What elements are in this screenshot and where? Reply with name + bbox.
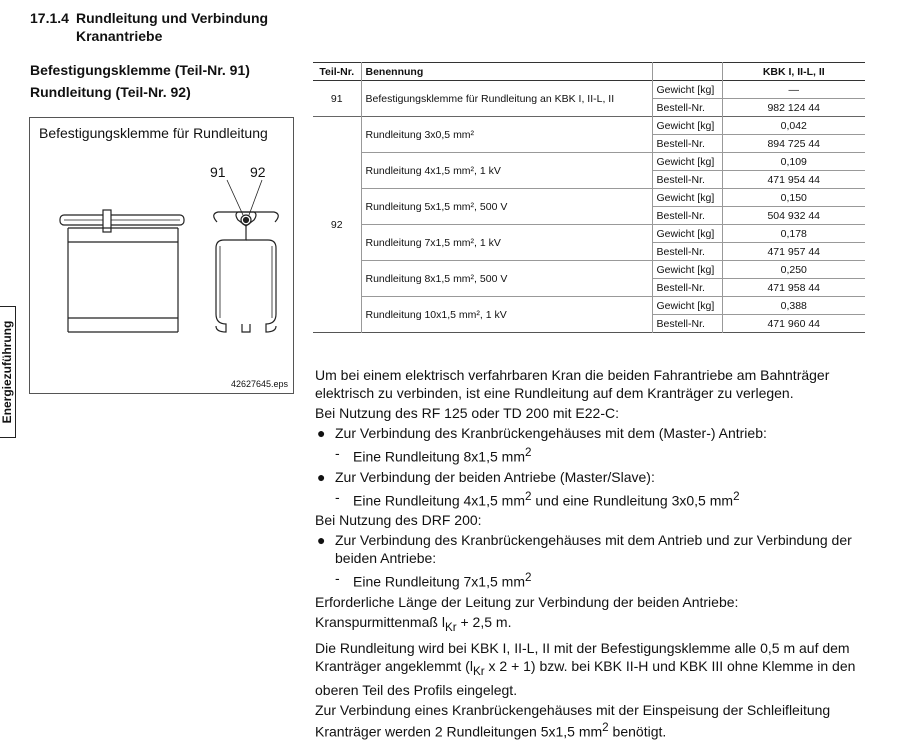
subheading-clamp: Befestigungsklemme (Teil-Nr. 91): [30, 62, 250, 78]
list-item: - Eine Rundleitung 7x1,5 $mm^2$: [335, 570, 532, 590]
figure-label-92: 92: [250, 164, 266, 180]
figure-caption: Befestigungsklemme für Rundleitung: [39, 125, 268, 141]
cell-weight-label: Gewicht [kg]: [652, 297, 722, 315]
section-title-line1: Rundleitung und Verbindung: [76, 10, 269, 26]
cell-weight: 0,042: [722, 117, 865, 135]
section-title-line2: Kranantriebe: [76, 28, 163, 44]
clamp-paragraph: Die Rundleitung wird bei KBK I, II-L, II mit der Befestigungsklemme alle 0,5 m auf dem Kranträger angeklemmt ($l_{Kr}$ x 2 + 1) bzw. bei KBK II-H und KBK III ohne Klemme in den oberen Teil des Profils eingelegt.: [315, 639, 856, 698]
figure-label-91: 91: [210, 164, 226, 180]
list-item: - Eine Rundleitung 4x1,5 $mm^2$ und eine Rundleitung 3x0,5 $mm^2$: [335, 488, 740, 509]
cell-weight-label: Gewicht [kg]: [652, 261, 722, 279]
cell-order-label: Bestell-Nr.: [652, 171, 722, 189]
list-item: ● Zur Verbindung der beiden Antriebe (Master/Slave):: [317, 468, 655, 485]
clamp-drawing: [30, 118, 293, 393]
length-label: Erforderliche Länge der Leitung zur Verbindung der beiden Antriebe:: [315, 593, 739, 610]
section-heading: [30, 9, 268, 45]
cell-order-label: Bestell-Nr.: [652, 135, 722, 153]
list-item: ● Zur Verbindung des Kranbrückengehäuses mit dem (Master-) Antrieb:: [317, 425, 767, 441]
table-row: [313, 261, 865, 279]
list-item: ● Zur Verbindung des Kranbrückengehäuses mit dem Antrieb und zur Verbindung der beiden Antriebe:: [317, 532, 852, 567]
cell-weight: 0,150: [722, 189, 865, 207]
cell-order-number: 894 725 44: [722, 135, 865, 153]
table-header-row: [313, 63, 865, 81]
figure-clamp: [29, 117, 294, 394]
cell-name: Rundleitung 10x1,5 mm², 1 kV: [361, 297, 652, 333]
cell-order-label: Bestell-Nr.: [652, 207, 722, 225]
final-paragraph: Zur Verbindung eines Kranbrückengehäuses mit der Einspeisung der Schleifleitung Kranträger werden 2 Rundleitungen 5x1,5 $mm^2$ benötigt.: [315, 701, 831, 740]
table-row: [313, 189, 865, 207]
cell-weight-label: Gewicht [kg]: [652, 225, 722, 243]
cell-name: Rundleitung 8x1,5 mm², 500 V: [361, 261, 652, 297]
cell-order-number: 982 124 44: [722, 99, 865, 117]
side-tab-label: Energiezuführung: [0, 320, 14, 424]
cell-order-number: 471 960 44: [722, 315, 865, 333]
body-text: [315, 366, 875, 742]
section-number: 17.1.4: [30, 10, 69, 26]
table-row: [313, 225, 865, 243]
cell-name: Rundleitung 5x1,5 mm², 500 V: [361, 189, 652, 225]
parts-table: [313, 62, 865, 333]
cell-weight-label: Gewicht [kg]: [652, 81, 722, 99]
cell-order-number: 504 932 44: [722, 207, 865, 225]
header-nr: Teil-Nr.: [319, 65, 355, 78]
table-row: [313, 81, 865, 99]
cell-weight: 0,250: [722, 261, 865, 279]
cell-weight-label: Gewicht [kg]: [652, 117, 722, 135]
list-item: - Eine Rundleitung 8x1,5 $mm^2$: [335, 445, 532, 465]
cell-nr: 92: [330, 218, 343, 231]
side-tab: [0, 306, 16, 438]
cell-order-label: Bestell-Nr.: [652, 279, 722, 297]
cell-nr: 91: [330, 92, 343, 105]
table-row: [313, 153, 865, 171]
cell-name: Befestigungsklemme für Rundleitung an KBK I, II-L, II: [361, 81, 652, 117]
figure-file-code: 42627645.eps: [230, 379, 288, 389]
cell-order-number: 471 954 44: [722, 171, 865, 189]
cell-name: Rundleitung 4x1,5 mm², 1 kV: [361, 153, 652, 189]
drf-label: Bei Nutzung des DRF 200:: [315, 512, 482, 529]
cell-weight: —: [722, 81, 865, 99]
rf-label: Bei Nutzung des RF 125 oder TD 200 mit E22-C:: [315, 405, 620, 421]
clamp-left-view: [103, 210, 111, 232]
table-row: [313, 297, 865, 315]
header-name: Benennung: [361, 63, 652, 81]
subheading-cable: Rundleitung (Teil-Nr. 92): [30, 84, 191, 100]
cell-order-label: Bestell-Nr.: [652, 99, 722, 117]
cell-name: Rundleitung 3x0,5 mm²: [361, 117, 652, 153]
cell-weight-label: Gewicht [kg]: [652, 189, 722, 207]
cell-name: Rundleitung 7x1,5 mm², 1 kV: [361, 225, 652, 261]
cell-weight: 0,388: [722, 297, 865, 315]
table-row: [313, 117, 865, 135]
cell-weight: 0,109: [722, 153, 865, 171]
cell-order-label: Bestell-Nr.: [652, 243, 722, 261]
cell-order-label: Bestell-Nr.: [652, 315, 722, 333]
cell-weight-label: Gewicht [kg]: [652, 153, 722, 171]
cell-order-number: 471 957 44: [722, 243, 865, 261]
header-attr: [652, 63, 722, 81]
header-value: KBK I, II-L, II: [722, 63, 865, 81]
length-formula: Kranspurmittenmaß $l_{Kr} + 2,5$ m.: [315, 613, 512, 634]
cell-order-number: 471 958 44: [722, 279, 865, 297]
intro-paragraph: Um bei einem elektrisch verfahrbaren Kran die beiden Fahrantriebe am Bahnträger elektrisch zu verbinden, ist eine Rundleitung auf dem Kranträger zu verlegen.: [315, 367, 830, 401]
cell-weight: 0,178: [722, 225, 865, 243]
